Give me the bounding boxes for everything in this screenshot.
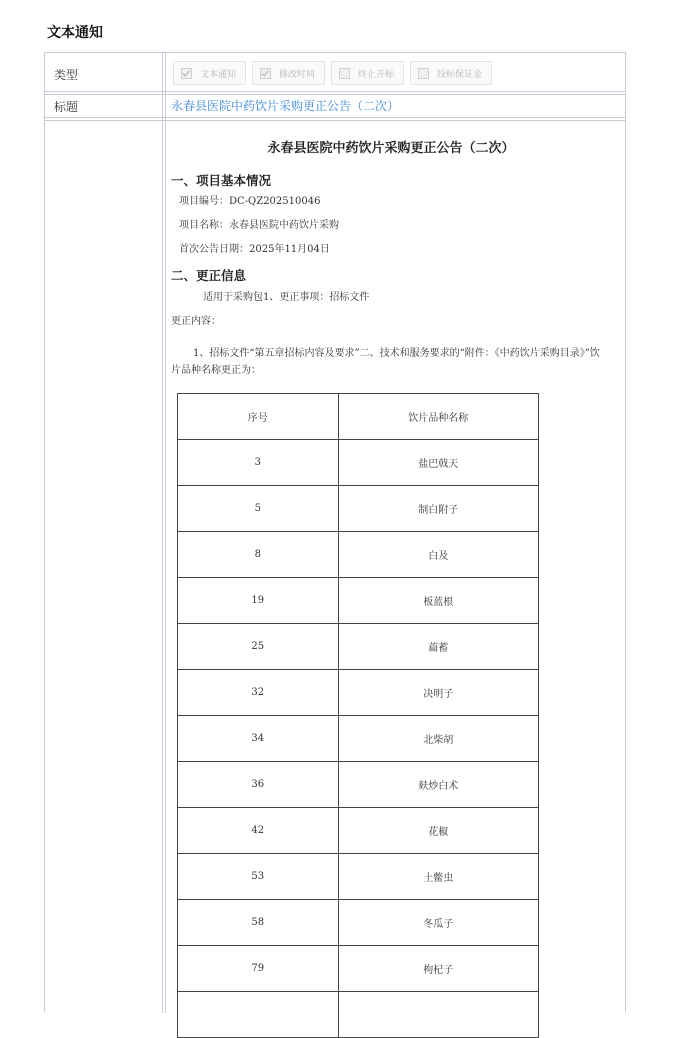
- row-herb-name: 决明子: [338, 670, 538, 716]
- table-row: [178, 624, 539, 670]
- type-option-text-notice[interactable]: [173, 61, 246, 85]
- herb-items-table: [177, 393, 539, 1038]
- row-number: 34: [178, 716, 339, 762]
- row-herb-name: 枸杞子: [338, 946, 538, 992]
- row-number: 8: [178, 532, 339, 578]
- row-herb-name: 花椒: [338, 808, 538, 854]
- header-number: 序号: [178, 394, 339, 440]
- type-option-label: 投标保证金: [437, 69, 483, 80]
- table-row: [178, 946, 539, 992]
- project-name: 项目名称：永春县医院中药饮片采购: [179, 220, 339, 231]
- checkbox-unchecked-icon[interactable]: [339, 68, 350, 79]
- project-number: 项目编号：DC-QZ202510046: [179, 196, 321, 207]
- row-number: 53: [178, 854, 339, 900]
- header-herb-name: 饮片品种名称: [338, 394, 538, 440]
- row-divider: [45, 91, 625, 92]
- row-number: 5: [178, 486, 339, 532]
- table-row: [178, 670, 539, 716]
- row-number: 25: [178, 624, 339, 670]
- table-row: [178, 578, 539, 624]
- checkbox-checked-icon[interactable]: [260, 68, 271, 79]
- row-herb-name: 麸炒白术: [338, 762, 538, 808]
- row-herb-name: 冬瓜子: [338, 900, 538, 946]
- row-herb-name: 板蓝根: [338, 578, 538, 624]
- table-row: [178, 440, 539, 486]
- row-number: 36: [178, 762, 339, 808]
- checkbox-checked-icon[interactable]: [181, 68, 192, 79]
- row-herb-name: 制白附子: [338, 486, 538, 532]
- notice-form: [44, 52, 626, 1012]
- section-2-title: 二、更正信息: [171, 268, 247, 283]
- row-number: 58: [178, 900, 339, 946]
- row-herb-name: 萹蓄: [338, 624, 538, 670]
- column-divider: [162, 53, 163, 1013]
- table-row: [178, 762, 539, 808]
- table-row: [178, 808, 539, 854]
- section-1-title: 一、项目基本情况: [171, 173, 272, 188]
- first-notice-date: 首次公告日期：2025年11月04日: [179, 244, 330, 255]
- row-number: 3: [178, 440, 339, 486]
- page-title: 文本通知: [47, 25, 103, 41]
- table-row: [178, 854, 539, 900]
- type-label: 类型: [54, 68, 79, 82]
- table-row: [178, 486, 539, 532]
- row-herb-name: [338, 992, 538, 1038]
- title-link[interactable]: 永春县医院中药饮片采购更正公告（二次）: [171, 99, 400, 113]
- table-row: [178, 900, 539, 946]
- column-divider: [165, 53, 166, 1013]
- correction-item-1: 1、招标文件“第五章招标内容及要求”二、技术和服务要求的“附件：《中药饮片采购目录》”饮片品种名称更正为：: [171, 348, 600, 376]
- row-number: [178, 992, 339, 1038]
- type-option-modify-time[interactable]: [252, 61, 325, 85]
- table-row: [178, 716, 539, 762]
- type-checkbox-group: [173, 61, 492, 85]
- table-row-partial: [178, 992, 539, 1038]
- row-herb-name: 北柴胡: [338, 716, 538, 762]
- row-herb-name: 土鳖虫: [338, 854, 538, 900]
- correction-scope: 适用于采购包1、更正事项：招标文件: [203, 292, 370, 303]
- correction-content-label: 更正内容：: [171, 316, 221, 327]
- row-number: 32: [178, 670, 339, 716]
- type-option-label: 修改时间: [279, 69, 316, 80]
- table-row: [178, 532, 539, 578]
- row-number: 19: [178, 578, 339, 624]
- type-option-label: 终止开标: [358, 69, 395, 80]
- type-option-label: 文本通知: [200, 69, 237, 80]
- type-option-bid-bond[interactable]: [410, 61, 492, 85]
- row-herb-name: 盐巴戟天: [338, 440, 538, 486]
- row-divider: [45, 117, 625, 118]
- title-label: 标题: [54, 100, 79, 114]
- checkbox-unchecked-icon[interactable]: [418, 68, 429, 79]
- type-option-terminate-opening[interactable]: [331, 61, 404, 85]
- row-divider: [45, 120, 625, 121]
- document-heading: 永春县医院中药饮片采购更正公告（二次）: [267, 141, 515, 156]
- row-number: 79: [178, 946, 339, 992]
- row-number: 42: [178, 808, 339, 854]
- row-herb-name: 白及: [338, 532, 538, 578]
- table-header-row: [178, 394, 539, 440]
- row-divider: [45, 94, 625, 95]
